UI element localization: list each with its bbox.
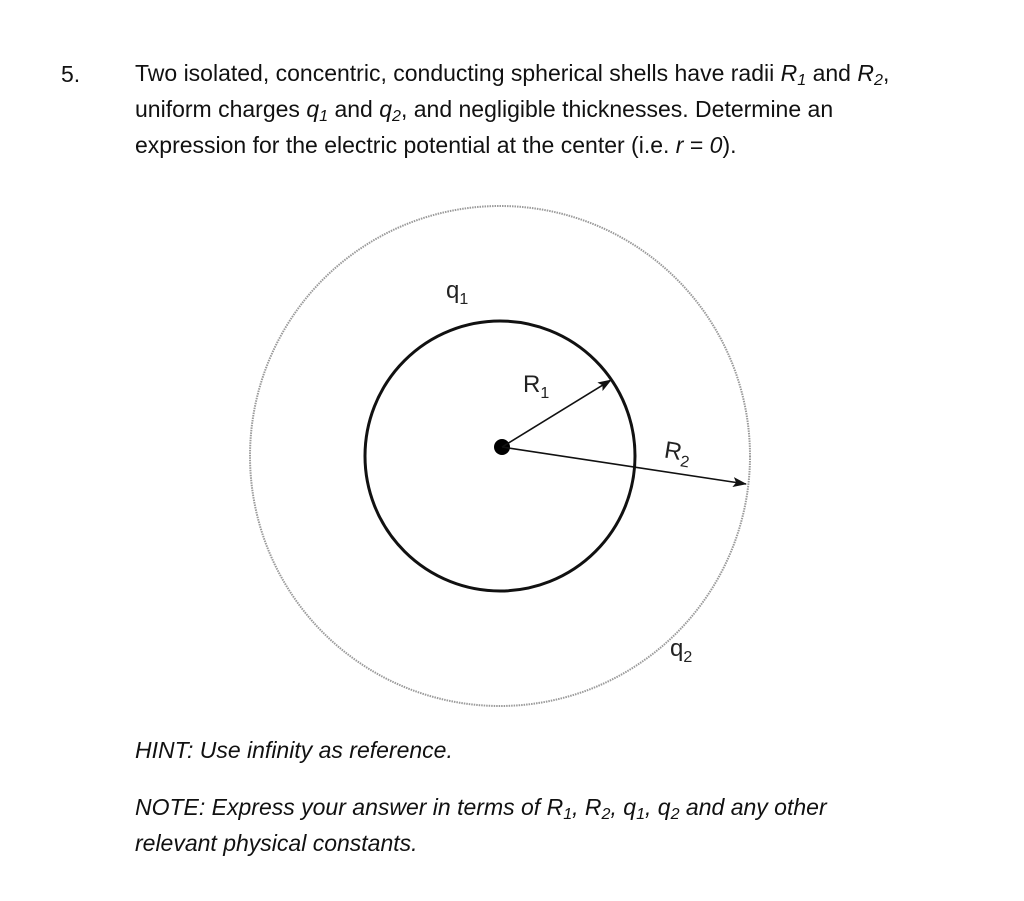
r1-arrow xyxy=(502,380,611,447)
label-r1: $R_1$ xyxy=(523,371,550,402)
symbol-r2: $R_2$ xyxy=(857,60,883,90)
r2-arrow xyxy=(502,447,746,484)
hint-text: HINT: Use infinity as reference. xyxy=(135,737,453,763)
symbol-r1: $R_1$ xyxy=(780,60,807,90)
note-text: NOTE: Express your answer in terms of $R_1$, $R_2$, $q_1$, $q_2$ and any other relevant physical constants. xyxy=(135,794,827,857)
symbol-q1: $q_1$ xyxy=(306,96,329,126)
label-r2: $R_2$ xyxy=(662,436,691,472)
label-q1: $q_1$ xyxy=(446,277,469,308)
inner-shell xyxy=(365,321,635,591)
problem-statement: Two isolated, concentric, conducting spherical shells have radii $R_1$ and $R_2$, uniform charges $q_1$ and $q_2$, and negligible thicknesses. Determine an expression for the electric potential at the center (i.e. r = 0). xyxy=(135,60,890,159)
problem-number: 5. xyxy=(61,61,81,87)
symbol-q2: $q_2$ xyxy=(379,96,401,126)
label-q2: $q_2$ xyxy=(670,635,693,666)
